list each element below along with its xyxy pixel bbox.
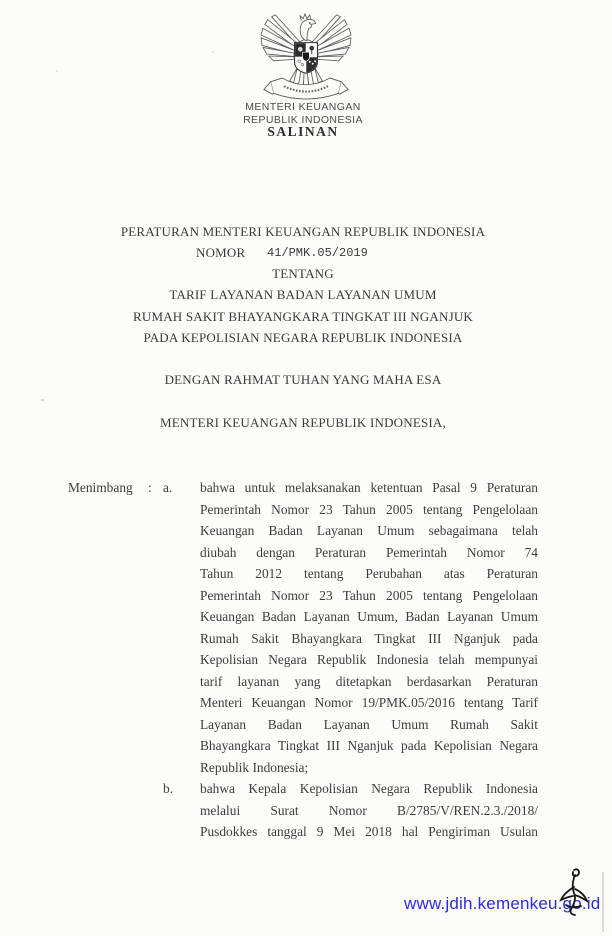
nomor-label: NOMOR: [196, 245, 246, 260]
paragraph-line: Pusdokkes tanggal 9 Mei 2018 hal Pengiriman Usulan: [200, 824, 538, 839]
subject-line: TARIF LAYANAN BADAN LAYANAN UMUM: [169, 287, 437, 302]
menimbang-colon: :: [148, 480, 152, 495]
paragraph-line: Republik Indonesia;: [200, 759, 309, 775]
scan-artifact: [212, 51, 214, 53]
nomor-value: 41/PMK.05/2019: [267, 245, 368, 260]
handwritten-paraf-mark: [553, 867, 591, 917]
item-b-paragraph: [200, 778, 538, 843]
scan-artifact: [56, 70, 58, 72]
paragraph-line: Keuangan Badan Layanan Umum, Badan Layanan Umum: [200, 609, 538, 624]
paragraph-line: Kepolisian Negara Republik Indonesia telah mempunyai: [200, 652, 538, 667]
paragraph-line: tarif layanan yang ditetapkan berdasarkan Peraturan: [200, 673, 538, 689]
tentang-label: TENTANG: [272, 266, 334, 281]
paragraph-line: bahwa untuk melaksanakan ketentuan Pasal 9 Peraturan: [200, 480, 538, 495]
paragraph-line: bahwa Kepala Kepolisian Negara Republik Indonesia: [200, 781, 538, 796]
paragraph-line: Bhayangkara Tingkat III Nganjuk pada Kepolisian Negara: [200, 738, 538, 753]
paragraph-line: Rumah Sakit Bhayangkara Tingkat III Nganjuk pada: [200, 630, 538, 646]
paragraph-line: Keuangan Badan Layanan Umum sebagaimana telah: [200, 523, 538, 538]
paragraph-line: Pemerintah Nomor 23 Tahun 2005 tentang Pengelolaan: [200, 587, 538, 603]
regulation-heading: PERATURAN MENTERI KEUANGAN REPUBLIK INDONESIA: [120, 224, 486, 239]
subject-line: PADA KEPOLISIAN NEGARA REPUBLIK INDONESIA: [143, 330, 463, 345]
item-a-paragraph: [200, 477, 538, 778]
paragraph-line: Tahun 2012 tentang Perubahan atas Peraturan: [200, 566, 538, 581]
jdih-kemenkeu-link[interactable]: www.jdih.kemenkeu.go.id: [404, 894, 601, 913]
menimbang-label: Menimbang: [68, 480, 133, 495]
ministry-name-line2: REPUBLIK INDONESIA: [243, 114, 363, 126]
scan-artifact: [41, 399, 44, 401]
ministry-name-line1: MENTERI KEUANGAN: [245, 101, 361, 113]
item-a-label: a.: [163, 480, 173, 495]
paragraph-line: Menteri Keuangan Nomor 19/PMK.05/2016 tentang Tarif: [200, 695, 538, 710]
invocation-line: DENGAN RAHMAT TUHAN YANG MAHA ESA: [164, 372, 442, 387]
paragraph-line: Layanan Badan Layanan Umum Rumah Sakit: [200, 716, 538, 732]
scan-artifact: [602, 872, 604, 932]
item-b-label: b.: [163, 781, 174, 796]
subject-line: RUMAH SAKIT BHAYANGKARA TINGKAT III NGANJUK: [133, 309, 473, 324]
paragraph-line: Pemerintah Nomor 23 Tahun 2005 tentang Pengelolaan: [200, 501, 538, 517]
authority-line: MENTERI KEUANGAN REPUBLIK INDONESIA,: [160, 415, 446, 430]
paragraph-line: diubah dengan Peraturan Pemerintah Nomor 74: [200, 544, 538, 560]
salinan-stamp: SALINAN: [267, 124, 339, 139]
paragraph-line: melalui Surat Nomor B/2785/V/REN.2.3./2018/: [200, 802, 538, 818]
garuda-pancasila-emblem: [258, 12, 354, 100]
